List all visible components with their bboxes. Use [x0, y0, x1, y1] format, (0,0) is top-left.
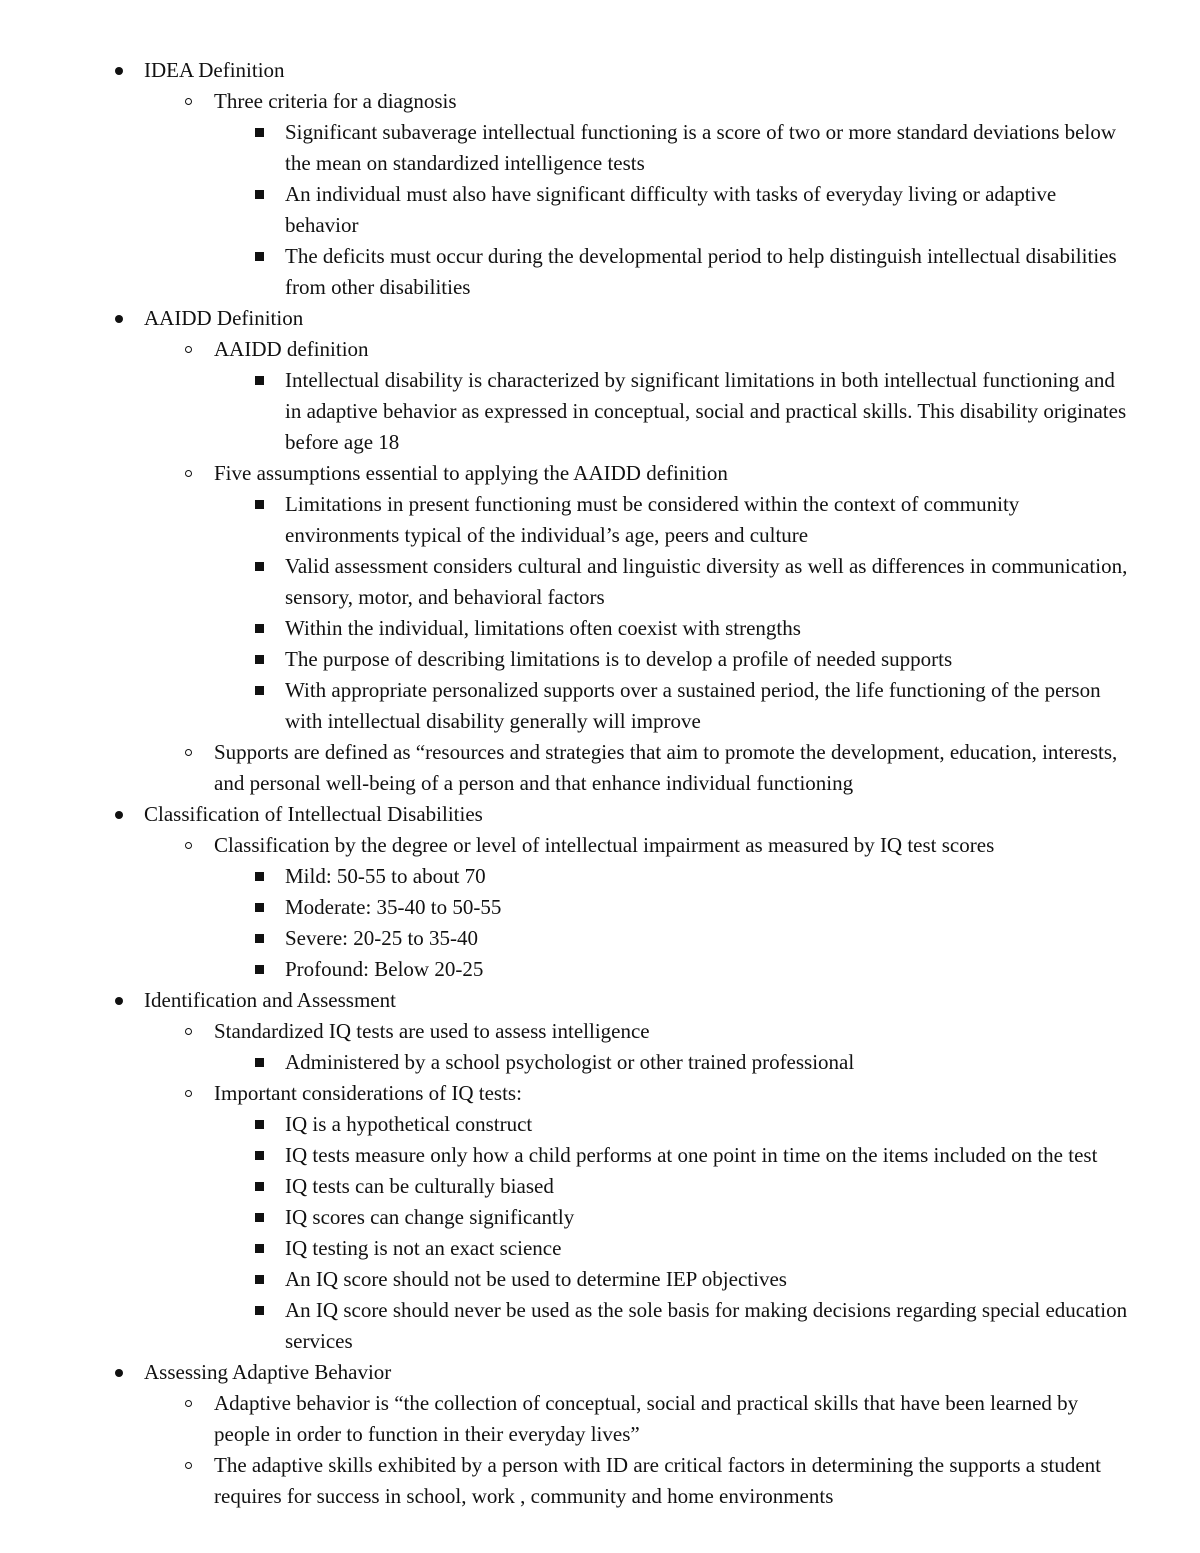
square-bullet-icon — [249, 117, 269, 148]
detail-item — [285, 1295, 1200, 1357]
disc-bullet-icon — [109, 303, 129, 334]
detail-item-text: Profound: Below 20-25 — [285, 957, 484, 981]
square-bullet-icon — [249, 365, 269, 396]
detail-item-text: Severe: 20-25 to 35-40 — [285, 926, 479, 950]
subsection-list — [144, 1016, 1200, 1357]
detail-item-text: IQ testing is not an exact science — [285, 1236, 562, 1260]
detail-item — [285, 179, 1200, 241]
detail-list — [214, 1047, 1200, 1078]
section-item-text: IDEA Definition — [144, 58, 285, 82]
square-bullet-icon — [249, 179, 269, 210]
square-bullet-icon — [249, 1171, 269, 1202]
circle-bullet-icon — [178, 1078, 198, 1109]
subsection-item — [214, 830, 1200, 985]
square-bullet-icon — [249, 954, 269, 985]
subsection-list — [144, 334, 1200, 799]
detail-item — [285, 241, 1200, 303]
square-bullet-icon — [249, 551, 269, 582]
detail-list — [214, 489, 1200, 737]
detail-list — [214, 365, 1200, 458]
subsection-item-text: Important considerations of IQ tests: — [214, 1081, 522, 1105]
circle-bullet-icon — [178, 1450, 198, 1481]
detail-item — [285, 675, 1200, 737]
section-item — [144, 55, 1200, 303]
circle-bullet-icon — [178, 86, 198, 117]
section-item — [144, 303, 1200, 799]
detail-item-text: Valid assessment considers cultural and linguistic diversity as well as differences in communication, sensory, motor, and behavioral factors — [285, 554, 1128, 609]
detail-item — [285, 861, 1200, 892]
square-bullet-icon — [249, 675, 269, 706]
detail-item-text: An IQ score should never be used as the sole basis for making decisions regarding special education services — [285, 1298, 1128, 1353]
subsection-item — [214, 86, 1200, 303]
subsection-item-text: Classification by the degree or level of intellectual impairment as measured by IQ test scores — [214, 833, 995, 857]
detail-item — [285, 613, 1200, 644]
detail-item — [285, 1109, 1200, 1140]
circle-bullet-icon — [178, 1016, 198, 1047]
detail-item — [285, 892, 1200, 923]
detail-item-text: The deficits must occur during the developmental period to help distinguish intellectual disabilities from other disabilities — [285, 244, 1117, 299]
detail-item-text: Mild: 50-55 to about 70 — [285, 864, 486, 888]
square-bullet-icon — [249, 1295, 269, 1326]
square-bullet-icon — [249, 241, 269, 272]
detail-item-text: Within the individual, limitations often coexist with strengths — [285, 616, 801, 640]
subsection-item-text: AAIDD definition — [214, 337, 369, 361]
detail-item — [285, 117, 1200, 179]
detail-item-text: The purpose of describing limitations is to develop a profile of needed supports — [285, 647, 953, 671]
section-item — [144, 985, 1200, 1357]
square-bullet-icon — [249, 644, 269, 675]
detail-item-text: An individual must also have significant difficulty with tasks of everyday living or adaptive behavior — [285, 182, 1057, 237]
detail-item-text: IQ tests can be culturally biased — [285, 1174, 554, 1198]
square-bullet-icon — [249, 892, 269, 923]
subsection-item — [214, 458, 1200, 737]
square-bullet-icon — [249, 1047, 269, 1078]
subsection-item-text: Three criteria for a diagnosis — [214, 89, 457, 113]
detail-item — [285, 1202, 1200, 1233]
detail-item-text: With appropriate personalized supports over a sustained period, the life functioning of the person with intellectual disability generally will improve — [285, 678, 1101, 733]
subsection-item-text: Supports are defined as “resources and strategies that aim to promote the development, education, interests, and personal well-being of a person and that enhance individual functioning — [214, 740, 1118, 795]
circle-bullet-icon — [178, 458, 198, 489]
detail-list — [214, 861, 1200, 985]
subsection-item-text: Adaptive behavior is “the collection of conceptual, social and practical skills that have been learned by people in order to function in their everyday lives” — [214, 1391, 1079, 1446]
subsection-item-text: The adaptive skills exhibited by a person with ID are critical factors in determining the supports a student requires for success in school, work , community and home environments — [214, 1453, 1102, 1508]
section-item-text: AAIDD Definition — [144, 306, 304, 330]
detail-item — [285, 954, 1200, 985]
square-bullet-icon — [249, 1264, 269, 1295]
square-bullet-icon — [249, 489, 269, 520]
detail-item — [285, 923, 1200, 954]
detail-item — [285, 551, 1200, 613]
subsection-item — [214, 1450, 1200, 1512]
section-item-text: Classification of Intellectual Disabilities — [144, 802, 483, 826]
section-item-text: Identification and Assessment — [144, 988, 396, 1012]
disc-bullet-icon — [109, 799, 129, 830]
detail-item-text: Moderate: 35-40 to 50-55 — [285, 895, 502, 919]
square-bullet-icon — [249, 613, 269, 644]
subsection-item — [214, 334, 1200, 458]
subsection-item — [214, 1016, 1200, 1078]
circle-bullet-icon — [178, 1388, 198, 1419]
square-bullet-icon — [249, 923, 269, 954]
circle-bullet-icon — [178, 334, 198, 365]
detail-list — [214, 117, 1200, 303]
detail-item-text: IQ is a hypothetical construct — [285, 1112, 533, 1136]
detail-item — [285, 1140, 1200, 1171]
detail-item-text: Intellectual disability is characterized by significant limitations in both intellectual functioning and in adaptive behavior as expressed in conceptual, social and practical skills. This disability originates before age 18 — [285, 368, 1127, 454]
detail-list — [214, 1109, 1200, 1357]
detail-item — [285, 1047, 1200, 1078]
detail-item — [285, 489, 1200, 551]
square-bullet-icon — [249, 1140, 269, 1171]
detail-item — [285, 1264, 1200, 1295]
section-item-text: Assessing Adaptive Behavior — [144, 1360, 392, 1384]
detail-item-text: Limitations in present functioning must be considered within the context of community environments typical of the individual’s age, peers and culture — [285, 492, 1020, 547]
subsection-item-text: Five assumptions essential to applying the AAIDD definition — [214, 461, 728, 485]
subsection-item — [214, 1388, 1200, 1450]
detail-item-text: Significant subaverage intellectual functioning is a score of two or more standard deviations below the mean on standardized intelligence tests — [285, 120, 1117, 175]
circle-bullet-icon — [178, 737, 198, 768]
subsection-item — [214, 737, 1200, 799]
section-item — [144, 799, 1200, 985]
section-item — [144, 1357, 1200, 1512]
subsection-list — [144, 830, 1200, 985]
square-bullet-icon — [249, 1109, 269, 1140]
detail-item — [285, 644, 1200, 675]
detail-item-text: Administered by a school psychologist or other trained professional — [285, 1050, 855, 1074]
detail-item — [285, 365, 1200, 458]
square-bullet-icon — [249, 861, 269, 892]
circle-bullet-icon — [178, 830, 198, 861]
disc-bullet-icon — [109, 985, 129, 1016]
square-bullet-icon — [249, 1233, 269, 1264]
detail-item — [285, 1233, 1200, 1264]
subsection-item — [214, 1078, 1200, 1357]
square-bullet-icon — [249, 1202, 269, 1233]
subsection-list — [144, 1388, 1200, 1512]
detail-item-text: IQ tests measure only how a child performs at one point in time on the items included on the test — [285, 1143, 1098, 1167]
detail-item-text: An IQ score should not be used to determine IEP objectives — [285, 1267, 787, 1291]
detail-item — [285, 1171, 1200, 1202]
subsection-item-text: Standardized IQ tests are used to assess intelligence — [214, 1019, 650, 1043]
disc-bullet-icon — [109, 1357, 129, 1388]
detail-item-text: IQ scores can change significantly — [285, 1205, 575, 1229]
subsection-list — [144, 86, 1200, 303]
disc-bullet-icon — [109, 55, 129, 86]
